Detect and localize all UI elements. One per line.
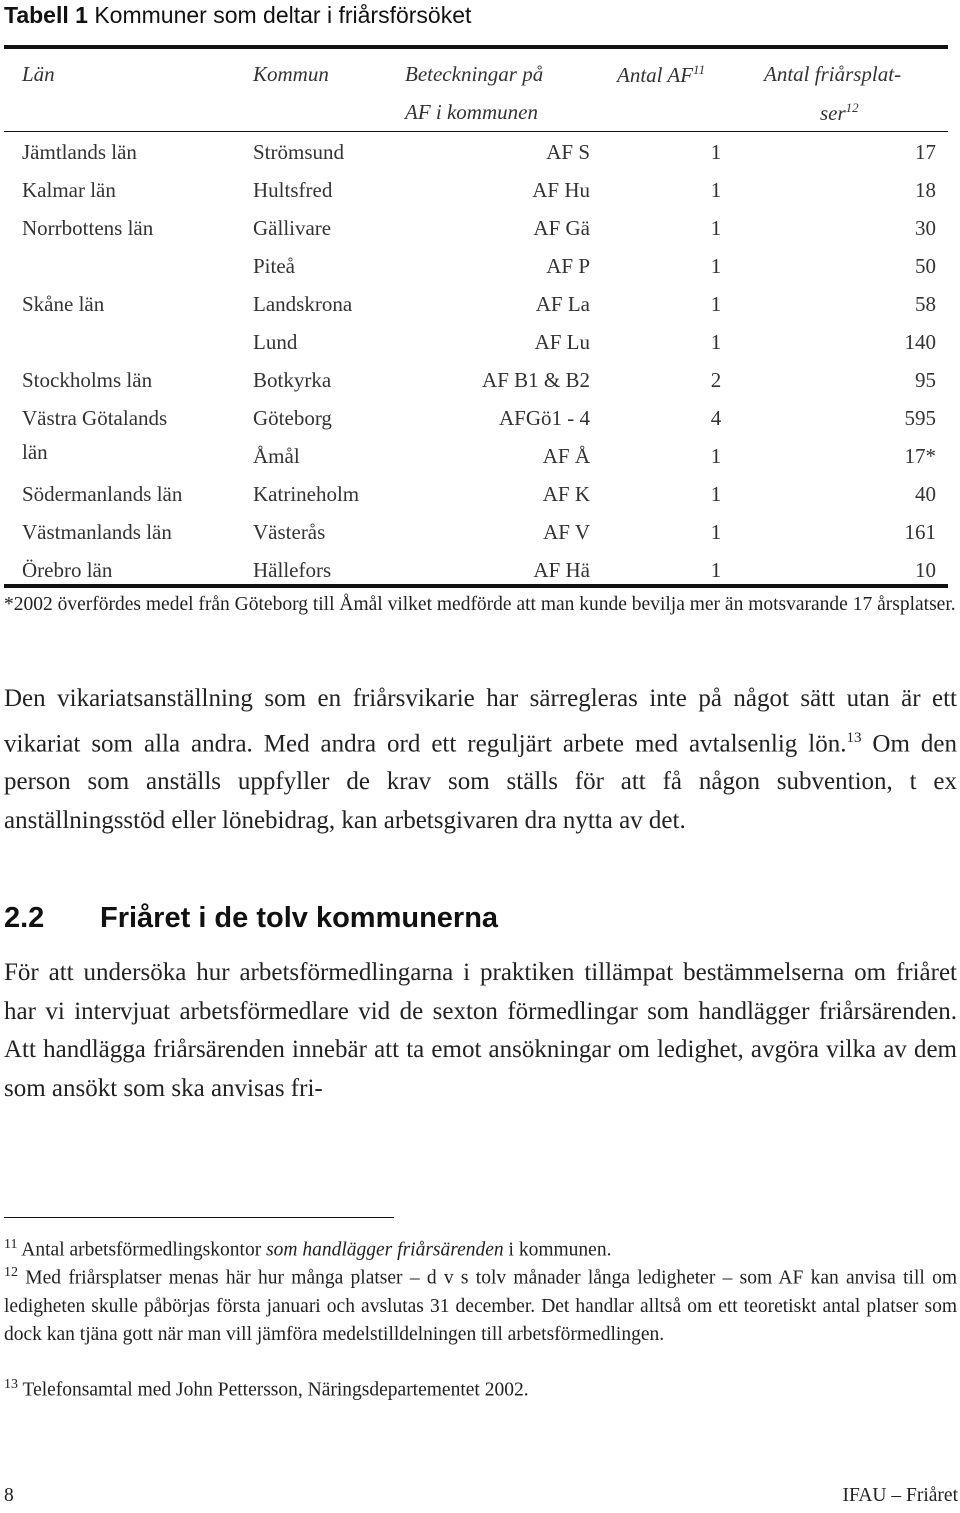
table-row <box>0 520 960 550</box>
cell-kommun: Piteå <box>253 254 295 278</box>
cell-lan: Kalmar län <box>22 178 116 202</box>
cell-platser: 18 <box>915 178 936 202</box>
footnote-13 <box>4 1371 957 1405</box>
footnote-text-italic: som handlägger friårsärenden <box>266 1239 504 1261</box>
section-title: Friåret i de tolv kommunerna <box>100 902 499 934</box>
cell-antal: 4 <box>710 406 722 430</box>
header-antal-af-footnote-ref: 11 <box>693 62 706 77</box>
cell-kommun: Göteborg <box>253 406 332 430</box>
cell-af: AF La <box>535 292 590 316</box>
cell-lan: Skåne län <box>22 292 105 316</box>
cell-af: AFGö1 - 4 <box>498 406 590 430</box>
footnote-separator <box>4 1217 394 1218</box>
cell-lan: Jämtlands län <box>22 140 137 164</box>
cell-antal: 1 <box>710 140 722 164</box>
cell-lan: Stockholms län <box>22 368 153 392</box>
cell-antal: 1 <box>710 216 722 240</box>
header-antal-af <box>617 62 705 88</box>
cell-kommun: Gällivare <box>253 216 332 240</box>
cell-antal: 1 <box>710 558 722 582</box>
footnote-number: 13 <box>4 1377 18 1392</box>
cell-platser: 10 <box>915 558 936 582</box>
table-row <box>0 178 960 208</box>
cell-kommun: Botkyrka <box>253 368 332 392</box>
table-caption-text: Kommuner som deltar i friårsförsöket <box>94 2 472 28</box>
section-heading <box>4 902 498 935</box>
cell-antal: 1 <box>710 482 722 506</box>
cell-kommun: Landskrona <box>253 292 353 316</box>
body-paragraph-2: För att undersöka hur arbetsförmedlingarna i praktiken tillämpat bestämmelserna om friåret har vi intervjuat arbetsförmedlare vid de sexton förmedlingar som handlägger friårsärenden. Att handlägga friårsärenden innebär att ta emot ansökningar om ledighet, avgöra vilka av dem som ansökt som ska anvisas fri- <box>4 959 957 1102</box>
cell-kommun: Lund <box>253 330 298 354</box>
header-platser-line2 <box>820 100 859 126</box>
table-row <box>0 440 960 474</box>
cell-platser: 30 <box>915 216 936 240</box>
cell-platser: 40 <box>915 482 936 506</box>
table-row <box>0 368 960 398</box>
table-row <box>0 482 960 512</box>
footnote-text: Med friårsplatser menas här hur många platser – d v s tolv månader långa ledigheter – som AF kan anvisa till om ledigheten skulle påbörjas första januari och avslutas 31 december. Det handlar alltså om ett teoretiskt antal platser som dock kan tjäna gott när man vill jämföra medelstilldelningen till arbetsförmedlingen. <box>4 1267 957 1345</box>
cell-kommun: Hultsfred <box>253 178 333 202</box>
footnote-ref-13: 13 <box>846 729 862 746</box>
cell-antal: 1 <box>710 520 722 544</box>
cell-lan: Örebro län <box>22 558 113 582</box>
paragraph-1-text-a: Den vikariatsanställning som en friårsvikarie har särregleras inte på något sätt utan är ett vikariat som alla andra. Med andra ord ett reguljärt arbete med avtalsenlig lön. <box>4 685 957 757</box>
cell-kommun: Hällefors <box>253 558 332 582</box>
footnote-number: 12 <box>4 1265 18 1280</box>
cell-platser: 58 <box>915 292 936 316</box>
cell-platser: 17 <box>915 140 936 164</box>
cell-platser: 17* <box>904 444 936 468</box>
section-number: 2.2 <box>4 902 45 934</box>
footnote-12 <box>4 1259 957 1349</box>
cell-platser: 95 <box>915 368 936 392</box>
cell-af: AF Lu <box>534 330 590 354</box>
cell-lan: Västmanlands län <box>22 520 172 544</box>
cell-kommun: Västerås <box>253 520 326 544</box>
table-row <box>0 330 960 360</box>
cell-af: AF V <box>543 520 590 544</box>
body-paragraph-1 <box>4 680 957 840</box>
cell-af: AF Å <box>542 444 590 468</box>
cell-lan: Norrbottens län <box>22 216 154 240</box>
cell-af: AF Hä <box>533 558 590 582</box>
table-note: *2002 överfördes medel från Göteborg till Åmål vilket medförde att man kunde bevilja mer än motsvarande 17 årsplatser. <box>4 594 956 615</box>
cell-antal: 2 <box>710 368 722 392</box>
running-footer-title: IFAU – Friåret <box>842 1485 958 1506</box>
cell-lan: Södermanlands län <box>22 482 183 506</box>
page-number: 8 <box>4 1485 14 1506</box>
cell-platser: 50 <box>915 254 936 278</box>
table-caption <box>4 2 471 29</box>
header-antal-af-text: Antal AF <box>617 63 694 87</box>
header-kommun: Kommun <box>253 62 329 86</box>
footnote-number: 11 <box>4 1237 18 1252</box>
cell-kommun: Åmål <box>253 444 300 468</box>
header-lan: Län <box>22 62 55 86</box>
cell-kommun: Strömsund <box>253 140 345 164</box>
footnote-text: Telefonsamtal med John Pettersson, Näringsdepartementet 2002. <box>18 1379 529 1401</box>
cell-antal: 1 <box>710 292 722 316</box>
cell-platser: 161 <box>904 520 936 544</box>
table-row <box>0 292 960 322</box>
table-row <box>0 216 960 246</box>
table-row <box>0 254 960 284</box>
cell-af: AF K <box>542 482 590 506</box>
cell-antal: 1 <box>710 254 722 278</box>
footnote-text: Antal arbetsförmedlingskontor <box>17 1239 267 1261</box>
table-header-rule <box>4 131 948 132</box>
cell-af: AF P <box>546 254 590 278</box>
cell-lan: Västra Götalands <box>22 406 168 430</box>
cell-af: AF B1 & B2 <box>482 368 590 392</box>
paragraph-1-text-b: Om den person som anställs uppfyller de krav som ställs för att få någon subvention, t ex anställningsstöd eller lönebidrag, kan arbetsgivaren dra nytta av det. <box>4 729 957 834</box>
cell-af: AF Hu <box>532 178 590 202</box>
cell-platser: 595 <box>904 406 936 430</box>
table-row <box>0 140 960 170</box>
table-top-rule <box>4 45 948 49</box>
table-bottom-rule <box>4 584 948 588</box>
table-row <box>0 406 960 436</box>
cell-antal: 1 <box>710 330 722 354</box>
header-platser-footnote-ref: 12 <box>845 100 859 115</box>
cell-af: AF Gä <box>533 216 590 240</box>
cell-af: AF S <box>546 140 590 164</box>
cell-antal: 1 <box>710 444 722 468</box>
header-beteckningar-line1: Beteckningar på <box>405 62 544 86</box>
cell-antal: 1 <box>710 178 722 202</box>
cell-platser: 140 <box>904 330 936 354</box>
header-platser-text: ser <box>820 101 846 125</box>
footnote-text: i kommunen. <box>503 1239 612 1261</box>
cell-lan: län <box>22 440 48 464</box>
header-beteckningar-line2: AF i kommunen <box>405 100 538 124</box>
header-platser-line1: Antal friårsplat- <box>764 62 902 86</box>
cell-kommun: Katrineholm <box>253 482 360 506</box>
table-caption-label: Tabell 1 <box>4 2 88 28</box>
